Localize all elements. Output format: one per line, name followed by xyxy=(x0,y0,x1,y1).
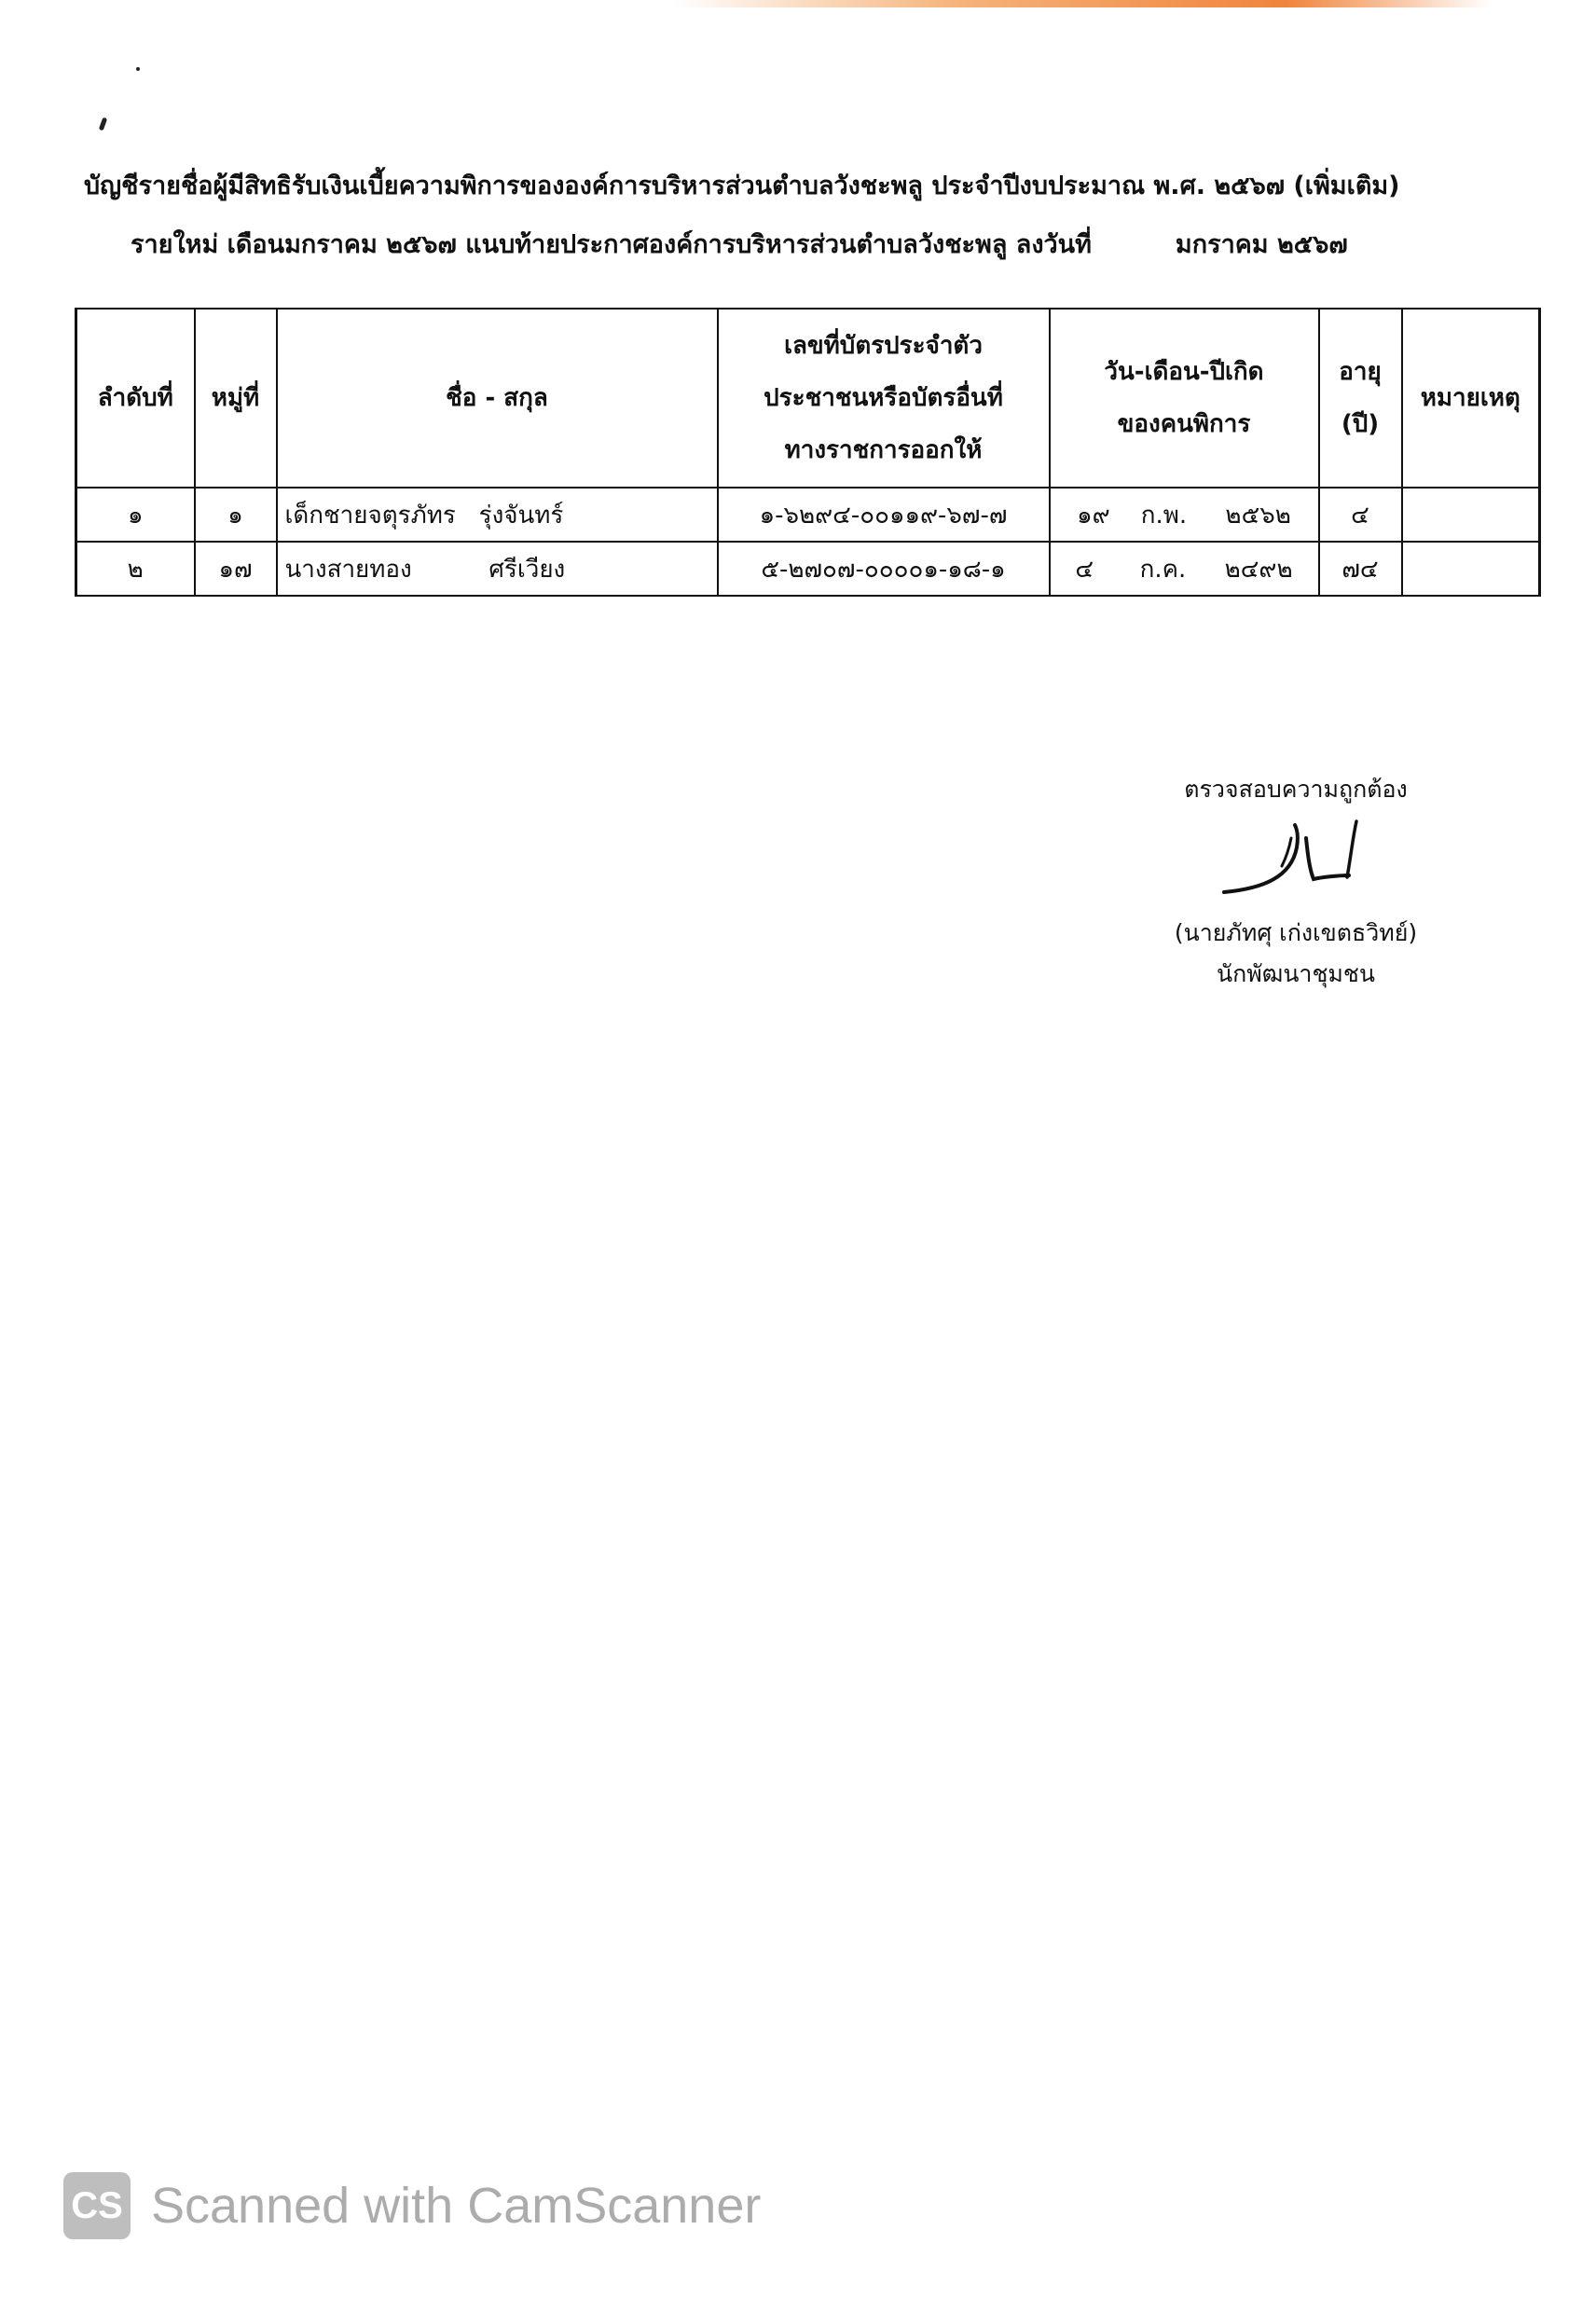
col-header-order: ลำดับที่ xyxy=(76,309,195,488)
col-header-dob-line-2: ของคนพิการ xyxy=(1117,410,1251,438)
title-line-2-main: รายใหม่ เดือนมกราคม ๒๕๖๗ แนบท้ายประกาศองค์การบริหารส่วนตำบลวังชะพลู ลงวันที่ xyxy=(131,230,1092,259)
col-header-age-line-1: อายุ xyxy=(1339,358,1382,386)
signature-block xyxy=(1109,769,1482,995)
beneficiary-table xyxy=(75,308,1541,597)
col-header-age xyxy=(1319,309,1402,488)
cell-name: นางสายทอง ศรีเวียง xyxy=(277,542,718,596)
cell-village: ๑๗ xyxy=(195,542,277,596)
table-row xyxy=(76,542,1540,596)
scan-speck xyxy=(136,67,140,71)
cell-id: ๑-๖๒๙๔-๐๐๑๑๙-๖๗-๗ xyxy=(718,488,1050,542)
cell-id: ๕-๒๗๐๗-๐๐๐๐๑-๑๘-๑ xyxy=(718,542,1050,596)
signer-position: นักพัฒนาชุมชน xyxy=(1217,960,1375,987)
document-title-line-1: บัญชีรายชื่อผู้มีสิทธิรับเงินเบี้ยความพิการขององค์การบริหารส่วนตำบลวังชะพลู ประจำปีงบประมาณ พ.ศ. ๒๕๖๗ (เพิ่มเติม) xyxy=(84,172,1400,200)
cell-order: ๑ xyxy=(76,488,195,542)
handwritten-signature xyxy=(1217,810,1375,913)
col-header-name: ชื่อ - สกุล xyxy=(277,309,718,488)
cell-name: เด็กชายจตุรภัทร รุ่งจันทร์ xyxy=(277,488,718,542)
cell-age: ๔ xyxy=(1319,488,1402,542)
table-row xyxy=(76,488,1540,542)
col-header-dob xyxy=(1050,309,1319,488)
verified-label: ตรวจสอบความถูกต้อง xyxy=(1184,776,1408,803)
camscanner-watermark xyxy=(63,2172,761,2239)
cell-age: ๗๔ xyxy=(1319,542,1402,596)
cell-dob: ๑๙ ก.พ. ๒๕๖๒ xyxy=(1050,488,1319,542)
col-header-id xyxy=(718,309,1050,488)
scan-edge-stain xyxy=(671,0,1492,7)
camscanner-logo-icon: CS xyxy=(63,2172,131,2239)
col-header-age-line-2: (ปี) xyxy=(1341,410,1380,438)
table-header-row xyxy=(76,309,1540,488)
col-header-village: หมู่ที่ xyxy=(195,309,277,488)
cell-order: ๒ xyxy=(76,542,195,596)
signer-name: (นายภัทศุ เก่งเขตธวิทย์) xyxy=(1174,919,1418,946)
col-header-remark: หมายเหตุ xyxy=(1402,309,1540,488)
scan-speck xyxy=(99,117,107,131)
watermark-text: Scanned with CamScanner xyxy=(151,2178,762,2234)
document-title-line-2 xyxy=(131,227,1348,264)
title-line-2-date: มกราคม ๒๕๖๗ xyxy=(1175,230,1348,259)
col-header-id-line-3: ทางราชการออกให้ xyxy=(784,436,983,464)
col-header-id-line-2: ประชาชนหรือบัตรอื่นที่ xyxy=(764,384,1003,412)
col-header-id-line-1: เลขที่บัตรประจำตัว xyxy=(784,332,983,360)
cell-remark xyxy=(1402,488,1540,542)
cell-remark xyxy=(1402,542,1540,596)
cell-village: ๑ xyxy=(195,488,277,542)
col-header-dob-line-1: วัน-เดือน-ปีเกิด xyxy=(1104,358,1264,386)
cell-dob: ๔ ก.ค. ๒๔๙๒ xyxy=(1050,542,1319,596)
